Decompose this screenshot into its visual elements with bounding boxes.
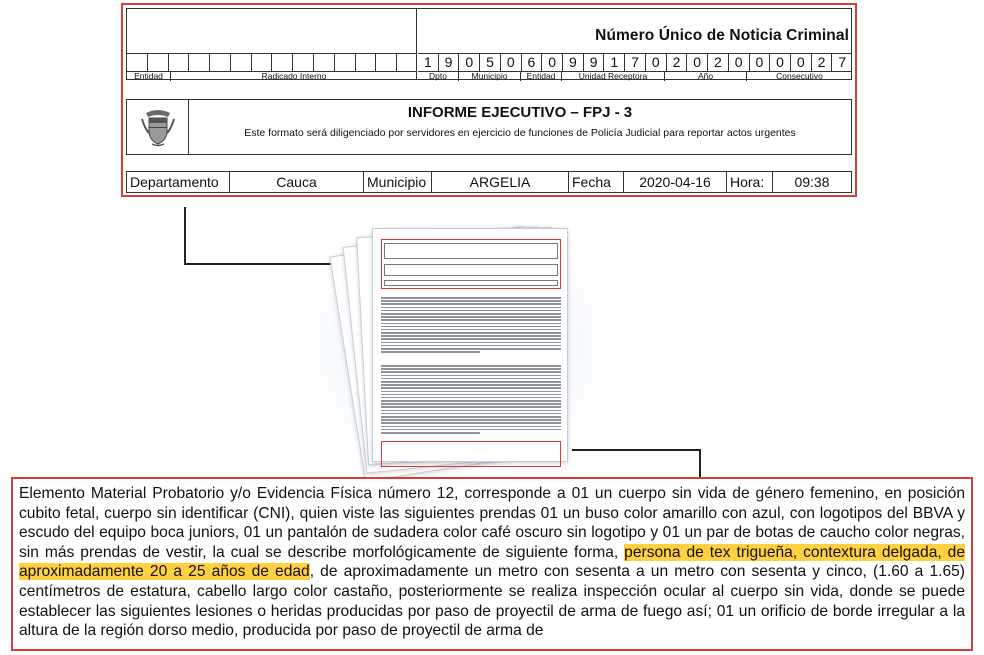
noticia-digit-cell: 1 (418, 54, 439, 71)
noticia-digit-cell: 9 (584, 54, 605, 71)
connector-top-vertical (184, 207, 186, 264)
mini-text-line (381, 406, 561, 408)
excerpt-paragraph (19, 484, 965, 641)
municipio-label: Municipio (364, 172, 432, 192)
radicado-digit-cell (272, 54, 293, 71)
noticia-digit-cell: 0 (501, 54, 522, 71)
mini-text-line (381, 313, 561, 315)
noticia-digit-cell: 2 (667, 54, 688, 71)
mini-text-line (381, 429, 561, 431)
mini-text-line (381, 394, 561, 396)
mini-text-line (381, 332, 561, 334)
fecha-label: Fecha (569, 172, 624, 192)
noticia-digit-cells (418, 53, 852, 71)
mini-text-line (381, 432, 480, 434)
location-row (126, 171, 852, 193)
excerpt-before: Elemento Material Probatorio y/o Evidencia Física número 12, corresponde a 01 un cuerpo sin vida de género femenino, en posición cubito fetal, cuerpo sin identificar (CNI), quien viste las siguientes prendas 01 un buso color amarillo con azul, con logotipos del BBVA y escudo del equipo boca juniors, 01 un pantalón de sudadera color café oscuro sin logotipo y 01 un par de botas de caucho color negras, sin más prendas de vestir, la cual se describe morfológicamente de siguiente forma, (19, 485, 965, 561)
mini-text-line (381, 365, 561, 367)
noticia-digit-cell: 6 (522, 54, 543, 71)
mini-text-line (381, 351, 480, 353)
mini-text-line (381, 323, 561, 325)
noticia-digit-cell: 0 (770, 54, 791, 71)
radicado-digit-cells (127, 53, 417, 71)
document-stack-thumbnail (320, 222, 592, 470)
mini-text-line (381, 329, 561, 331)
mini-text-line (381, 422, 561, 424)
radicado-digit-cell (169, 54, 190, 71)
mini-text-line (381, 397, 561, 399)
mini-text-line (381, 345, 561, 347)
label-dpto: Dpto (418, 72, 459, 81)
mini-text-line (381, 375, 561, 377)
noticia-digit-cell: 0 (542, 54, 563, 71)
noticia-criminal-table (126, 8, 852, 80)
mini-text-line (381, 319, 561, 321)
mini-text-line (381, 391, 561, 393)
noticia-digit-cell: 9 (439, 54, 460, 71)
radicado-digit-cell (397, 54, 417, 71)
label-entidad-right: Entidad (521, 72, 562, 81)
mini-text-line (381, 403, 561, 405)
label-consecutivo: Consecutivo (776, 72, 823, 81)
excerpt-highlight: persona de tex trigueña, contextura delgada, de aproximadamente 20 a 25 años de edad (19, 543, 965, 581)
hora-label: Hora: (727, 172, 773, 192)
mini-text-line (381, 316, 561, 318)
front-sheet (372, 228, 568, 462)
radicado-digit-cell (252, 54, 273, 71)
connector-bottom-vertical (699, 449, 701, 477)
radicado-digit-cell (356, 54, 377, 71)
noticia-digit-cell: 7 (838, 54, 847, 70)
mini-text-line (381, 326, 561, 328)
departamento-value: Cauca (230, 172, 364, 192)
label-municipio: Municipio (459, 72, 521, 81)
mini-text-line (381, 307, 561, 309)
radicado-digit-cell (314, 54, 335, 71)
noticia-digit-cell: 7 (625, 54, 646, 71)
informe-subtitle: Este formato será diligenciado por servidores en ejercicio de funciones de Policía Judicial para reportar actos urgentes (244, 127, 796, 139)
mini-text-line (381, 400, 561, 402)
noticia-digit-cell: 2 (708, 54, 729, 71)
mini-paragraph (381, 365, 561, 435)
radicado-digit-cell (189, 54, 210, 71)
mini-excerpt-highlight (381, 441, 561, 467)
label-unidad-receptora: Unidad Receptora (562, 72, 665, 81)
mini-text-line (381, 297, 561, 299)
mini-text-line (381, 410, 561, 412)
right-labels (418, 71, 852, 81)
informe-title: INFORME EJECUTIVO – FPJ - 3 (407, 104, 633, 121)
mini-text-line (381, 338, 561, 340)
informe-ejecutivo-box (126, 99, 852, 155)
radicado-digit-cell (148, 54, 169, 71)
noticia-digit-cell: 2 (812, 54, 833, 71)
mini-text-line (381, 413, 561, 415)
label-radicado-interno: Radicado Interno (261, 72, 327, 81)
label-ano: Año (665, 72, 747, 81)
seal-cell (127, 100, 189, 154)
mini-text-line (381, 426, 561, 428)
mini-text-line (381, 384, 561, 386)
noticia-digit-cell: 0 (459, 54, 480, 71)
mini-text-line (381, 368, 561, 370)
noticia-digit-cell: 1 (604, 54, 625, 71)
mini-text-line (381, 303, 561, 305)
mini-text-line (381, 348, 561, 350)
mini-text-line (381, 419, 561, 421)
mini-text-line (381, 387, 561, 389)
mini-text-line (381, 310, 561, 312)
mini-location (384, 280, 558, 286)
mini-text-line (381, 416, 561, 418)
colombia-coat-of-arms-icon (140, 107, 176, 147)
mini-paragraph (381, 297, 561, 354)
radicado-digit-cell (210, 54, 231, 71)
radicado-digit-cell (231, 54, 252, 71)
departamento-label: Departamento (127, 172, 230, 192)
mini-text-line (381, 300, 561, 302)
noticia-digit-cell: 0 (646, 54, 667, 71)
mini-table (384, 243, 558, 259)
mini-text-line (381, 381, 561, 383)
mini-text-line (381, 378, 561, 380)
mini-informe (384, 264, 558, 276)
municipio-value: ARGELIA (432, 172, 569, 192)
noticia-digit-cell: 0 (750, 54, 771, 71)
mini-text-line (381, 371, 561, 373)
left-labels (127, 71, 417, 81)
noticia-title: Número Único de Noticia Criminal (595, 27, 849, 44)
mini-text-line (381, 342, 561, 344)
radicado-digit-cell (127, 54, 148, 71)
excerpt-zoom (11, 477, 973, 651)
excerpt-after: , de aproximadamente un metro con sesenta a un metro con sesenta y cinco, (1.60 a 1.65) centímetros de estatura, cabello largo color castaño, posteriormente se realiza inspección ocular al cuerpo sin vida, donde se puede establecer las siguientes lesiones o heridas producidas por paso de proyectil de arma de fuego así; 01 un orificio de borde irregular a la altura de la región dorso medio, producida por paso de proyectil de arma de (19, 563, 965, 640)
noticia-digit-cell: 5 (480, 54, 501, 71)
radicado-digit-cell (293, 54, 314, 71)
header-form-zoom (121, 3, 857, 197)
label-entidad: Entidad (127, 72, 171, 81)
fecha-value: 2020-04-16 (624, 172, 727, 192)
noticia-digit-cell: 0 (729, 54, 750, 71)
hora-value: 09:38 (794, 174, 830, 190)
noticia-digit-cell: 9 (563, 54, 584, 71)
noticia-digit-cell: 0 (791, 54, 812, 71)
radicado-digit-cell (335, 54, 356, 71)
noticia-digit-cell: 0 (687, 54, 708, 71)
mini-text-line (381, 335, 561, 337)
mini-header-highlight (381, 239, 561, 289)
radicado-digit-cell (376, 54, 397, 71)
